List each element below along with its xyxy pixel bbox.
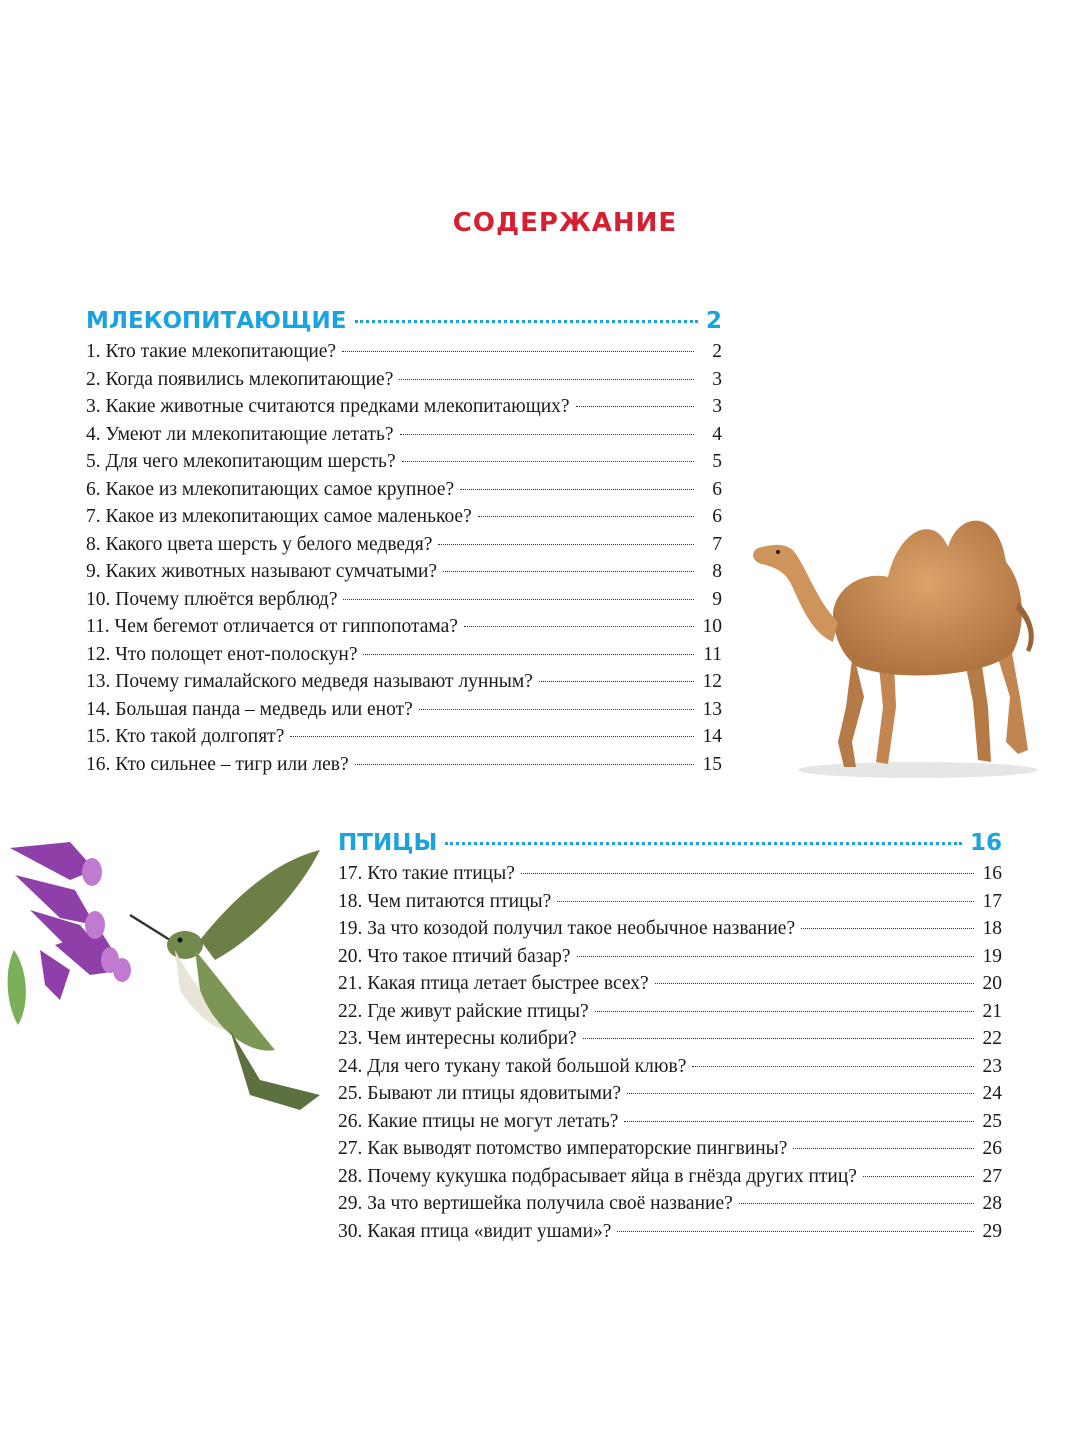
toc-entry-page-number: 12	[702, 671, 722, 692]
toc-entry-title: 28. Почему кукушка подбрасывает яйца в гнёзда других птиц?	[338, 1165, 857, 1187]
toc-entry[interactable]	[338, 888, 1002, 916]
toc-entry-page-number: 16	[982, 863, 1002, 884]
toc-entry-title: 30. Какая птица «видит ушами»?	[338, 1220, 612, 1242]
toc-entry-title: 21. Какая птица летает быстрее всех?	[338, 973, 649, 994]
toc-entry-title: 6. Какое из млекопитающих самое крупное?	[86, 478, 455, 500]
toc-entry[interactable]	[338, 1025, 1002, 1053]
toc-entry-page-number: 2	[712, 341, 722, 362]
dot-leader	[443, 571, 694, 572]
toc-entry-title: 17. Кто такие птицы?	[338, 863, 515, 884]
toc-entry-page-number: 29	[982, 1220, 1002, 1242]
toc-entry-title: 16. Кто сильнее – тигр или лев?	[86, 753, 349, 775]
toc-entry[interactable]	[338, 915, 1002, 943]
toc-entry-title: 11. Чем бегемот отличается от гиппопотама?	[86, 616, 458, 637]
toc-entry[interactable]	[86, 723, 722, 751]
dot-leader	[557, 901, 974, 902]
toc-entry-page-number: 3	[712, 396, 722, 417]
toc-entry-title: 7. Какое из млекопитающих самое маленькое?	[86, 506, 472, 527]
toc-entry-title: 24. Для чего тукану такой большой клюв?	[338, 1055, 687, 1077]
toc-entry[interactable]	[86, 476, 722, 504]
section-heading[interactable]	[86, 308, 722, 338]
toc-entry-page-number: 28	[982, 1193, 1002, 1214]
toc-entry[interactable]	[338, 860, 1002, 888]
dot-leader	[363, 654, 694, 655]
dot-leader	[460, 489, 694, 490]
toc-entry[interactable]	[86, 531, 722, 559]
toc-entry[interactable]	[86, 751, 722, 779]
toc-entry[interactable]	[86, 448, 722, 476]
toc-entry-title: 15. Кто такой долгопят?	[86, 726, 285, 747]
toc-entry-page-number: 8	[712, 561, 722, 582]
dot-leader	[400, 434, 695, 435]
toc-section-mammals	[86, 308, 722, 778]
toc-entry-title: 22. Где живут райские птицы?	[338, 1000, 589, 1022]
toc-entry-page-number: 4	[712, 423, 722, 445]
toc-entry-page-number: 13	[702, 698, 722, 720]
dot-leader	[419, 709, 694, 710]
toc-entry-page-number: 14	[702, 726, 722, 747]
toc-entry-title: 4. Умеют ли млекопитающие летать?	[86, 423, 394, 445]
toc-entry-page-number: 6	[712, 478, 722, 500]
toc-entry[interactable]	[86, 613, 722, 641]
toc-entry-page-number: 26	[982, 1138, 1002, 1159]
toc-entry[interactable]	[338, 1190, 1002, 1218]
toc-entry[interactable]	[86, 641, 722, 669]
dot-leader	[801, 928, 974, 929]
dot-leader	[583, 1038, 974, 1039]
dot-leader	[617, 1231, 974, 1232]
toc-entry[interactable]	[86, 393, 722, 421]
toc-entry[interactable]	[86, 586, 722, 614]
toc-entry[interactable]	[338, 1163, 1002, 1191]
toc-entry-page-number: 3	[712, 368, 722, 390]
section-heading[interactable]	[338, 830, 1002, 860]
dot-leader	[355, 764, 694, 765]
toc-section-birds	[338, 830, 1002, 1245]
toc-entry-title: 18. Чем питаются птицы?	[338, 890, 552, 912]
toc-entry[interactable]	[338, 1053, 1002, 1081]
toc-entry-title: 3. Какие животные считаются предками млекопитающих?	[86, 396, 570, 417]
toc-entry-title: 23. Чем интересны колибри?	[338, 1028, 577, 1049]
dot-leader	[627, 1093, 974, 1094]
dot-leader	[290, 736, 694, 737]
dot-leader	[399, 379, 694, 380]
dot-leader	[464, 626, 694, 627]
toc-entry[interactable]	[338, 970, 1002, 998]
toc-entry-page-number: 11	[703, 643, 722, 665]
dot-leader	[521, 873, 974, 874]
toc-entry-page-number: 9	[712, 588, 722, 610]
dot-leader	[692, 1066, 974, 1067]
toc-entry[interactable]	[338, 1135, 1002, 1163]
toc-entry-page-number: 23	[982, 1055, 1002, 1077]
toc-entry[interactable]	[338, 998, 1002, 1026]
toc-entry[interactable]	[338, 943, 1002, 971]
section-heading-text: ПТИЦЫ	[338, 830, 438, 856]
toc-entry-title: 1. Кто такие млекопитающие?	[86, 341, 337, 362]
toc-entry-page-number: 6	[712, 506, 722, 527]
toc-entry[interactable]	[86, 338, 722, 366]
toc-entry-title: 25. Бывают ли птицы ядовитыми?	[338, 1083, 622, 1104]
toc-entry-title: 27. Как выводят потомство императорские пингвины?	[338, 1138, 788, 1159]
hummingbird-illustration	[0, 830, 330, 1130]
toc-entry[interactable]	[86, 558, 722, 586]
toc-entry-page-number: 19	[982, 945, 1002, 967]
toc-entry[interactable]	[86, 421, 722, 449]
dot-leader	[355, 320, 698, 323]
toc-entry-title: 5. Для чего млекопитающим шерсть?	[86, 451, 396, 472]
toc-entry-page-number: 24	[982, 1083, 1002, 1104]
toc-entry-page-number: 5	[712, 451, 722, 472]
dot-leader	[342, 351, 694, 352]
section-page-number: 2	[705, 308, 722, 334]
toc-entry[interactable]	[86, 696, 722, 724]
toc-entry[interactable]	[338, 1218, 1002, 1246]
toc-entry-title: 14. Большая панда – медведь или енот?	[86, 698, 413, 720]
dot-leader	[478, 516, 694, 517]
toc-entry-title: 19. За что козодой получил такое необычное название?	[338, 918, 796, 939]
camel-illustration	[748, 492, 1048, 782]
toc-entry-title: 12. Что полощет енот-полоскун?	[86, 643, 358, 665]
dot-leader	[438, 544, 694, 545]
toc-entry[interactable]	[86, 668, 722, 696]
dot-leader	[739, 1203, 974, 1204]
dot-leader	[863, 1176, 974, 1177]
dot-leader	[624, 1121, 974, 1122]
dot-leader	[402, 461, 694, 462]
toc-entry[interactable]	[338, 1080, 1002, 1108]
section-heading-text: МЛЕКОПИТАЮЩИЕ	[86, 308, 347, 334]
toc-entry-title: 8. Какого цвета шерсть у белого медведя?	[86, 533, 433, 555]
toc-entry-title: 20. Что такое птичий базар?	[338, 945, 571, 967]
toc-entry-page-number: 18	[982, 918, 1002, 939]
dot-leader	[577, 956, 974, 957]
dot-leader	[576, 406, 694, 407]
dot-leader	[539, 681, 694, 682]
toc-entry-title: 26. Какие птицы не могут летать?	[338, 1110, 619, 1132]
dot-leader	[343, 599, 694, 600]
toc-entry[interactable]	[86, 366, 722, 394]
toc-entry-page-number: 25	[982, 1110, 1002, 1132]
toc-entry-page-number: 15	[702, 753, 722, 775]
dot-leader	[793, 1148, 974, 1149]
toc-entry-page-number: 27	[982, 1165, 1002, 1187]
toc-entry-page-number: 10	[702, 616, 722, 637]
toc-entry-page-number: 7	[712, 533, 722, 555]
toc-entry-page-number: 21	[982, 1000, 1002, 1022]
page-title: СОДЕРЖАНИЕ	[452, 208, 678, 238]
dot-leader	[445, 842, 962, 845]
dot-leader	[655, 983, 974, 984]
toc-entry-page-number: 20	[982, 973, 1002, 994]
section-page-number: 16	[969, 830, 1002, 856]
toc-entry-title: 29. За что вертишейка получила своё название?	[338, 1193, 733, 1214]
toc-entry-title: 2. Когда появились млекопитающие?	[86, 368, 394, 390]
toc-entry-title: 10. Почему плюётся верблюд?	[86, 588, 338, 610]
dot-leader	[595, 1011, 974, 1012]
toc-entry[interactable]	[86, 503, 722, 531]
toc-entry[interactable]	[338, 1108, 1002, 1136]
toc-entry-page-number: 17	[982, 890, 1002, 912]
toc-entry-title: 13. Почему гималайского медведя называют лунным?	[86, 671, 533, 692]
toc-entry-page-number: 22	[982, 1028, 1002, 1049]
toc-entry-title: 9. Каких животных называют сумчатыми?	[86, 561, 438, 582]
